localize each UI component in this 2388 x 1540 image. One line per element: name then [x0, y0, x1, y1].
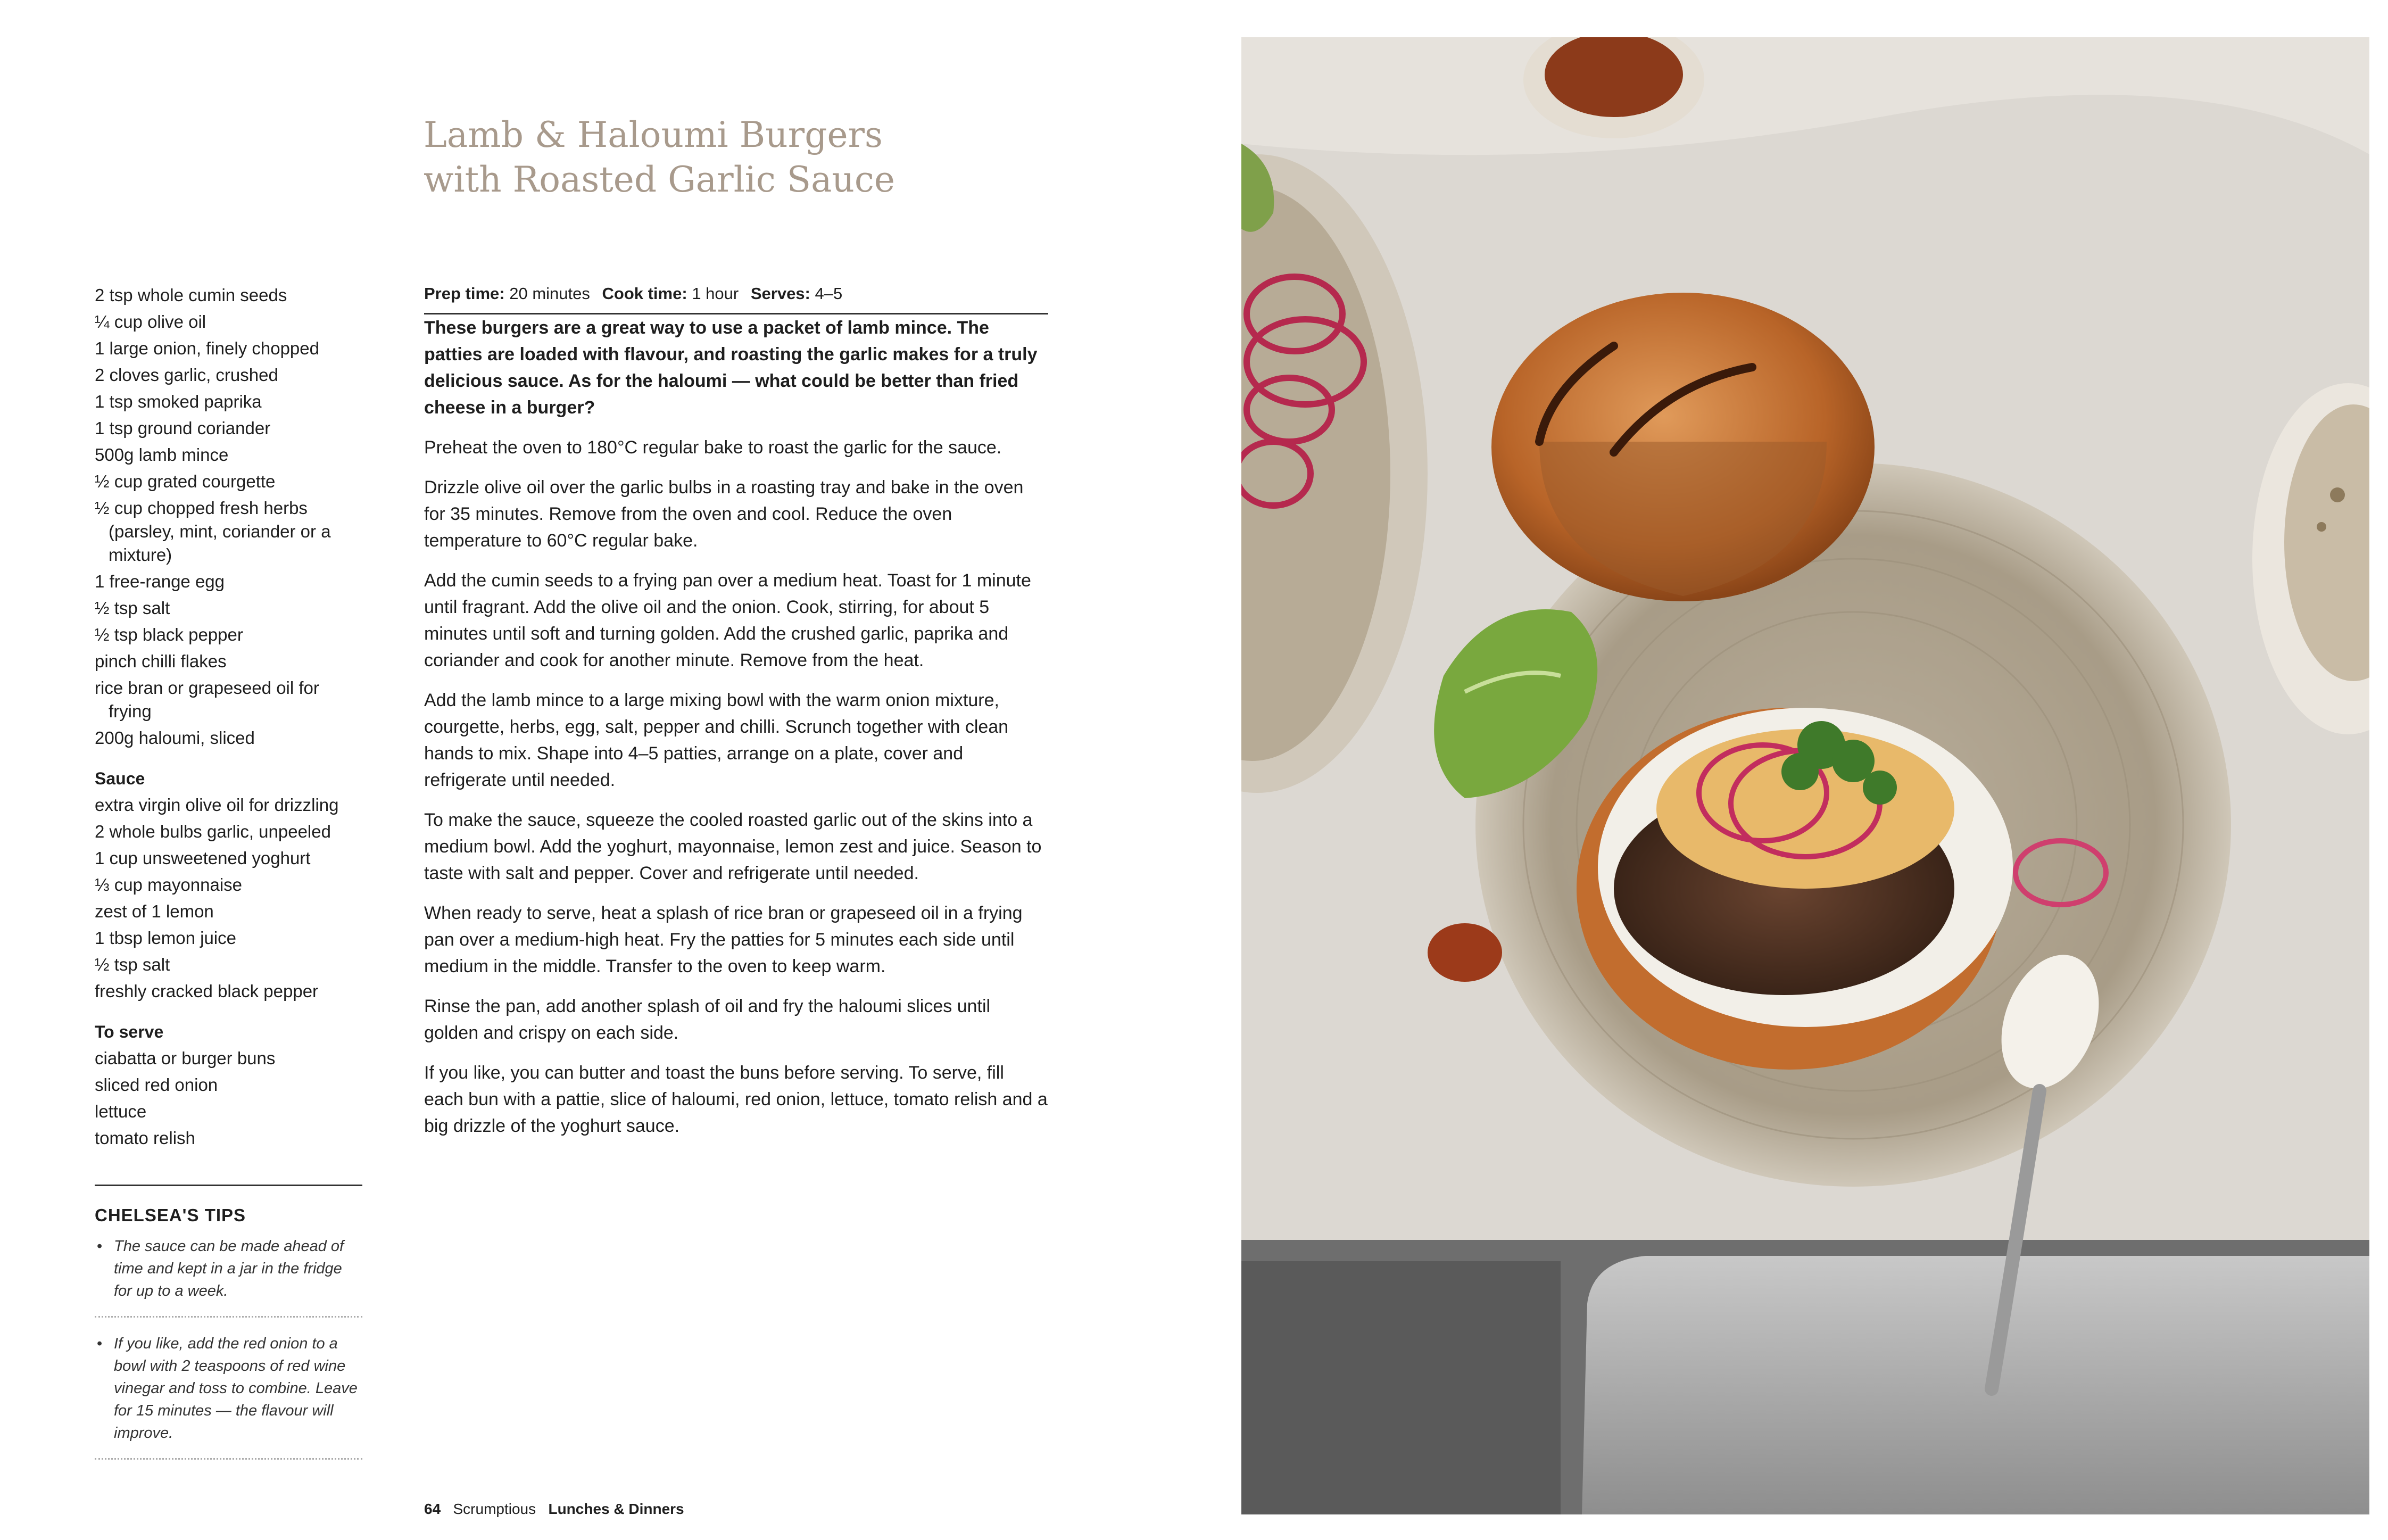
ingredient-item: rice bran or grapeseed oil for frying [95, 678, 319, 721]
page-number: 64 [424, 1501, 441, 1517]
ingredient-item: ½ cup chopped fresh herbs (parsley, mint, coriander or a mixture) [95, 498, 331, 565]
recipe-intro: These burgers are a great way to use a packet of lamb mince. The patties are loaded with flavour, and roasting the garlic makes for a truly delicious sauce. As for the haloumi — what could be better than fried cheese in a burger? [424, 318, 1038, 418]
page-footer [424, 1500, 684, 1519]
ingredient-item: lettuce [95, 1102, 147, 1121]
ingredient-item: 500g lamb mince [95, 445, 229, 465]
tip-item [95, 1235, 362, 1318]
ingredient-item: ⅓ cup mayonnaise [95, 875, 243, 895]
ingredient-item: ½ tsp black pepper [95, 625, 243, 644]
ingredient-list-serve [95, 1045, 361, 1152]
method-step: Drizzle olive oil over the garlic bulbs in a roasting tray and bake in the oven for 35 minutes. Remove from the oven and cool. Reduce the oven temperature to 60°C regular bake. [424, 477, 1024, 551]
chelseas-tips [95, 1185, 362, 1475]
method-column [424, 282, 1048, 1153]
ingredient-item: 1 large onion, finely chopped [95, 338, 319, 358]
ingredient-item: extra virgin olive oil for drizzling [95, 795, 339, 815]
recipe-title-line-1: Lamb & Haloumi Burgers [424, 114, 883, 155]
ingredient-item: ciabatta or burger buns [95, 1048, 276, 1068]
method-step: To make the sauce, squeeze the cooled roasted garlic out of the skins into a medium bowl. Add the yoghurt, mayonnaise, lemon zest and juice. Season to taste with salt and pepper. Cover and refrigerate until needed. [424, 810, 1042, 883]
ingredient-item: pinch chilli flakes [95, 651, 227, 671]
cook-time-label: Cook time: [602, 284, 687, 303]
prep-time-label: Prep time: [424, 284, 505, 303]
ingredient-list-sauce [95, 792, 361, 1005]
ingredient-item: sliced red onion [95, 1075, 218, 1095]
prep-time-value: 20 minutes [509, 284, 590, 303]
tip-text: The sauce can be made ahead of time and kept in a jar in the fridge for up to a week. [114, 1238, 344, 1299]
ingredient-item: 2 cloves garlic, crushed [95, 365, 278, 385]
ingredient-item: freshly cracked black pepper [95, 981, 319, 1001]
serves-value: 4–5 [815, 284, 843, 303]
ingredient-list-main [95, 282, 361, 751]
ingredient-item: 2 tsp whole cumin seeds [95, 285, 287, 305]
burger-photo-illustration [1241, 37, 2369, 1514]
bullet-icon: • [97, 1335, 103, 1352]
ingredient-item: 2 whole bulbs garlic, unpeeled [95, 822, 331, 841]
to-serve-heading: To serve [95, 1022, 164, 1041]
method-step: Rinse the pan, add another splash of oil and fry the haloumi slices until golden and crispy on each side. [424, 996, 991, 1043]
ingredient-item: ½ cup grated courgette [95, 471, 276, 491]
ingredient-item: zest of 1 lemon [95, 901, 214, 921]
ingredient-item: ½ tsp salt [95, 598, 170, 618]
recipe-title [424, 113, 1062, 202]
method-step: When ready to serve, heat a splash of rice bran or grapeseed oil in a frying pan over a medium-high heat. Fry the patties for 5 minutes each side until medium in the middle. Transfer to the oven to keep warm. [424, 903, 1023, 976]
ingredient-item: 1 cup unsweetened yoghurt [95, 848, 311, 868]
ingredient-item: tomato relish [95, 1128, 195, 1148]
method-step: Preheat the oven to 180°C regular bake to roast the garlic for the sauce. [424, 437, 1002, 458]
burger-photo [1241, 37, 2369, 1514]
method-step: Add the lamb mince to a large mixing bowl with the warm onion mixture, courgette, herbs, egg, salt, pepper and chilli. Scrunch together with clean hands to mix. Shape into 4–5 patties, arrange on a plate, cover and refrigerate until needed. [424, 690, 1009, 790]
section-title: Lunches & Dinners [548, 1501, 684, 1517]
book-title: Scrumptious [453, 1501, 536, 1517]
tips-heading: CHELSEA'S TIPS [95, 1205, 246, 1225]
ingredient-item: 200g haloumi, sliced [95, 728, 255, 748]
method-step: If you like, you can butter and toast the buns before serving. To serve, fill each bun with a pattie, slice of haloumi, red onion, lettuce, tomato relish and a big drizzle of the yoghurt sauce. [424, 1063, 1048, 1136]
method-step: Add the cumin seeds to a frying pan over a medium heat. Toast for 1 minute until fragrant. Add the olive oil and the onion. Cook, stirring, for about 5 minutes until soft and turning golden. Add the crushed garlic, paprika and coriander and cook for another minute. Remove from the heat. [424, 570, 1031, 670]
ingredient-item: 1 tbsp lemon juice [95, 928, 236, 948]
tip-text: If you like, add the red onion to a bowl with 2 teaspoons of red wine vinegar and toss to combine. Leave for 15 minutes — the flavour will improve. [114, 1335, 358, 1442]
recipe-meta [424, 282, 1048, 314]
metal-tray [1582, 1256, 2369, 1514]
ingredient-item: 1 free-range egg [95, 572, 225, 591]
bullet-icon: • [97, 1238, 103, 1255]
ingredients-column [95, 282, 361, 1152]
ingredient-item: ½ tsp salt [95, 955, 170, 974]
ingredient-item: 1 tsp ground coriander [95, 418, 271, 438]
ingredient-item: 1 tsp smoked paprika [95, 392, 262, 411]
serves-label: Serves: [750, 284, 810, 303]
recipe-title-line-2: with Roasted Garlic Sauce [424, 159, 895, 200]
sauce-heading: Sauce [95, 769, 145, 788]
tip-item [95, 1332, 362, 1460]
ingredient-item: ¼ cup olive oil [95, 312, 206, 332]
cook-time-value: 1 hour [692, 284, 739, 303]
